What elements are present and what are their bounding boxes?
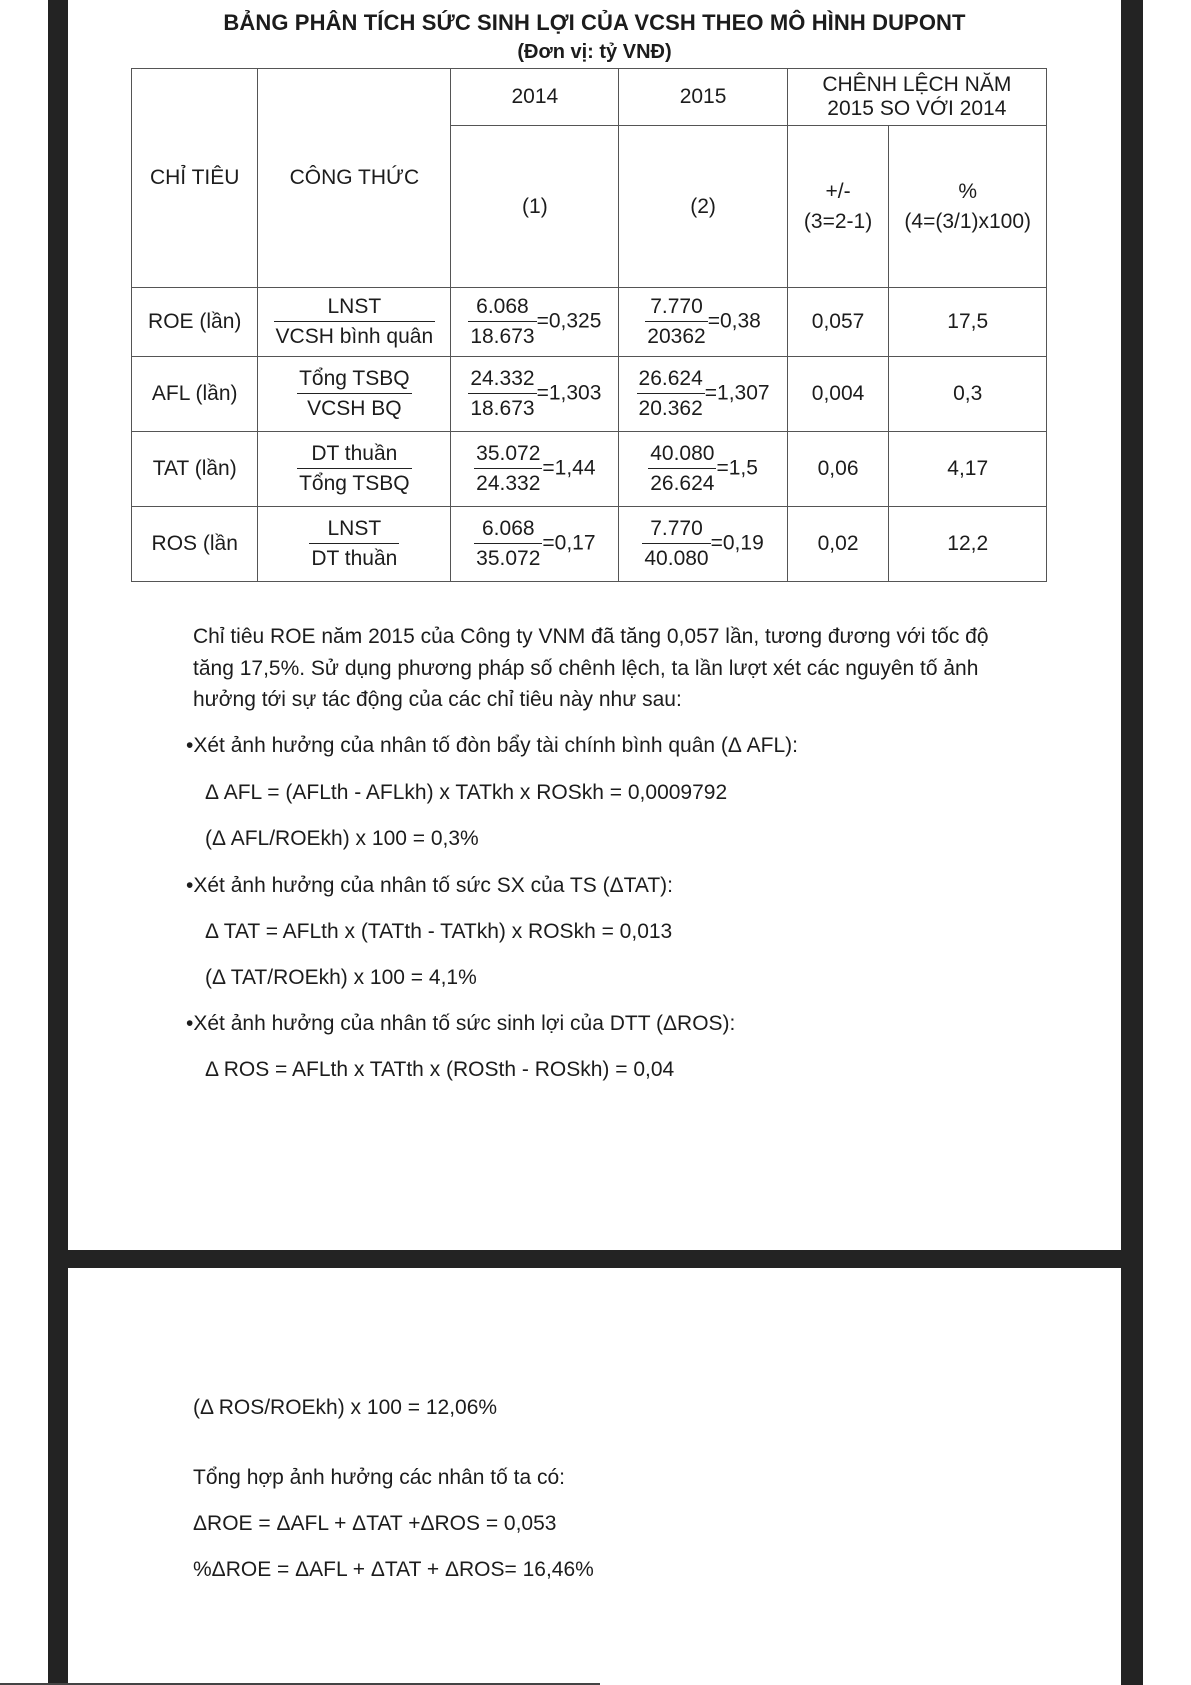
table-row: [132, 287, 1047, 356]
header-2015: 2015: [619, 69, 787, 126]
header-pct-change: [889, 126, 1047, 288]
formula-numerator: LNST: [309, 516, 399, 544]
intro-paragraph: Chỉ tiêu ROE năm 2015 của Công ty VNM đã tăng 0,057 lần, tương đương với tốc độ tăng 17,5%. Sử dụng phương pháp số chênh lệch, ta lần lượt xét các nguyên tố ảnh hưởng tới sự tác động của các chỉ tiêu này như sau:: [193, 625, 989, 711]
header-diff-line1: CHÊNH LỆCH NĂM: [822, 73, 1012, 97]
right-border: [1121, 0, 1143, 1685]
row-value-2014: [451, 431, 619, 506]
left-border: [48, 0, 68, 1685]
page-divider: [68, 1250, 1121, 1268]
value-numerator: 6.068: [474, 516, 542, 544]
formula-ros: Δ ROS = AFLth x TATth x (ROSth - ROSkh) = 0,04: [205, 1058, 675, 1081]
value-denominator: 20362: [647, 325, 706, 349]
header-difference: [787, 69, 1046, 126]
row-formula: [258, 287, 451, 356]
dupont-table: [131, 68, 1047, 582]
value-numerator: 7.770: [645, 294, 707, 322]
formula-denominator: Tổng TSBQ: [299, 472, 410, 496]
row-indicator: AFL (lần): [132, 356, 258, 431]
value-numerator: 26.624: [637, 366, 705, 394]
formula-afl-pct: (Δ AFL/ROEkh) x 100 = 0,3%: [205, 827, 479, 850]
row-value-2015: [619, 356, 787, 431]
formula-tat: Δ TAT = AFLth x (TATth - TATkh) x ROSkh = 0,013: [205, 920, 673, 943]
formula-denominator: VCSH bình quân: [275, 325, 434, 349]
value-denominator: 24.332: [476, 472, 541, 496]
row-value-2014: [451, 356, 619, 431]
value-result: =0,19: [710, 531, 764, 555]
value-numerator: 35.072: [474, 441, 542, 469]
formula-numerator: Tổng TSBQ: [297, 366, 412, 394]
value-numerator: 6.068: [468, 294, 536, 322]
formula-afl: Δ AFL = (AFLth - AFLkh) x TATkh x ROSkh = 0,0009792: [205, 781, 728, 804]
header-abs-change: [787, 126, 889, 288]
unit-label: (Đơn vị: tỷ VNĐ): [517, 41, 672, 63]
row-pct-change: 4,17: [889, 431, 1047, 506]
row-indicator: ROE (lần): [132, 287, 258, 356]
row-value-2015: [619, 287, 787, 356]
formula-numerator: DT thuần: [297, 441, 412, 469]
row-value-2014: [451, 506, 619, 581]
row-formula: [258, 356, 451, 431]
value-result: =0,38: [707, 309, 761, 333]
value-denominator: 18.673: [470, 397, 535, 421]
bullet-tat: •Xét ảnh hưởng của nhân tố sức SX của TS (ΔTAT):: [186, 874, 673, 897]
row-value-2014: [451, 287, 619, 356]
table-row: [132, 356, 1047, 431]
header-pct-sign: %: [958, 179, 978, 203]
value-result: =1,44: [542, 456, 596, 480]
row-abs-change: 0,057: [787, 287, 889, 356]
header-col-1: (1): [451, 126, 619, 288]
table-row: [132, 431, 1047, 506]
summary-roe-pct: %ΔROE = ΔAFL + ΔTAT + ΔROS= 16,46%: [193, 1558, 594, 1581]
header-col-2: (2): [619, 126, 787, 288]
header-pct-formula: (4=(3/1)x100): [904, 209, 1032, 233]
formula-numerator: LNST: [274, 294, 436, 322]
value-result: =0,17: [542, 531, 596, 555]
header-abs-formula: (3=2-1): [803, 209, 873, 233]
right-margin: [1143, 0, 1191, 1685]
value-result: =1,307: [704, 381, 770, 405]
header-2014: 2014: [451, 69, 619, 126]
formula-tat-pct: (Δ TAT/ROEkh) x 100 = 4,1%: [205, 966, 477, 989]
value-result: =1,5: [716, 456, 758, 480]
row-formula: [258, 431, 451, 506]
value-numerator: 7.770: [642, 516, 710, 544]
formula-denominator: DT thuần: [311, 547, 398, 571]
value-denominator: 20.362: [638, 397, 703, 421]
row-value-2015: [619, 506, 787, 581]
summary-heading: Tổng hợp ảnh hưởng các nhân tố ta có:: [193, 1466, 566, 1489]
value-result: =0,325: [536, 309, 602, 333]
row-abs-change: 0,004: [787, 356, 889, 431]
row-indicator: ROS (lần: [132, 506, 258, 581]
row-indicator: TAT (lần): [132, 431, 258, 506]
summary-roe: ΔROE = ΔAFL + ΔTAT +ΔROS = 0,053: [193, 1512, 557, 1535]
table-row: [132, 506, 1047, 581]
left-margin: [0, 0, 48, 1685]
row-value-2015: [619, 431, 787, 506]
value-numerator: 40.080: [648, 441, 716, 469]
row-abs-change: 0,06: [787, 431, 889, 506]
row-pct-change: 0,3: [889, 356, 1047, 431]
formula-denominator: VCSH BQ: [307, 397, 402, 421]
value-denominator: 40.080: [644, 547, 709, 571]
value-denominator: 26.624: [650, 472, 715, 496]
bullet-afl: •Xét ảnh hưởng của nhân tố đòn bẩy tài chính bình quân (Δ AFL):: [186, 734, 798, 757]
value-denominator: 35.072: [476, 547, 541, 571]
value-result: =1,303: [536, 381, 602, 405]
document-title: BẢNG PHÂN TÍCH SỨC SINH LỢI CỦA VCSH THEO MÔ HÌNH DUPONT: [223, 10, 966, 35]
row-abs-change: 0,02: [787, 506, 889, 581]
header-indicator: CHỈ TIÊU: [132, 69, 258, 288]
bullet-ros: •Xét ảnh hưởng của nhân tố sức sinh lợi của DTT (ΔROS):: [186, 1012, 736, 1035]
value-numerator: 24.332: [468, 366, 536, 394]
header-formula: CÔNG THỨC: [258, 69, 451, 288]
row-formula: [258, 506, 451, 581]
header-abs-sign: +/-: [825, 179, 851, 203]
formula-ros-pct: (Δ ROS/ROEkh) x 100 = 12,06%: [193, 1396, 498, 1419]
value-denominator: 18.673: [470, 325, 535, 349]
row-pct-change: 12,2: [889, 506, 1047, 581]
row-pct-change: 17,5: [889, 287, 1047, 356]
header-diff-line2: 2015 SO VỚI 2014: [827, 97, 1007, 121]
